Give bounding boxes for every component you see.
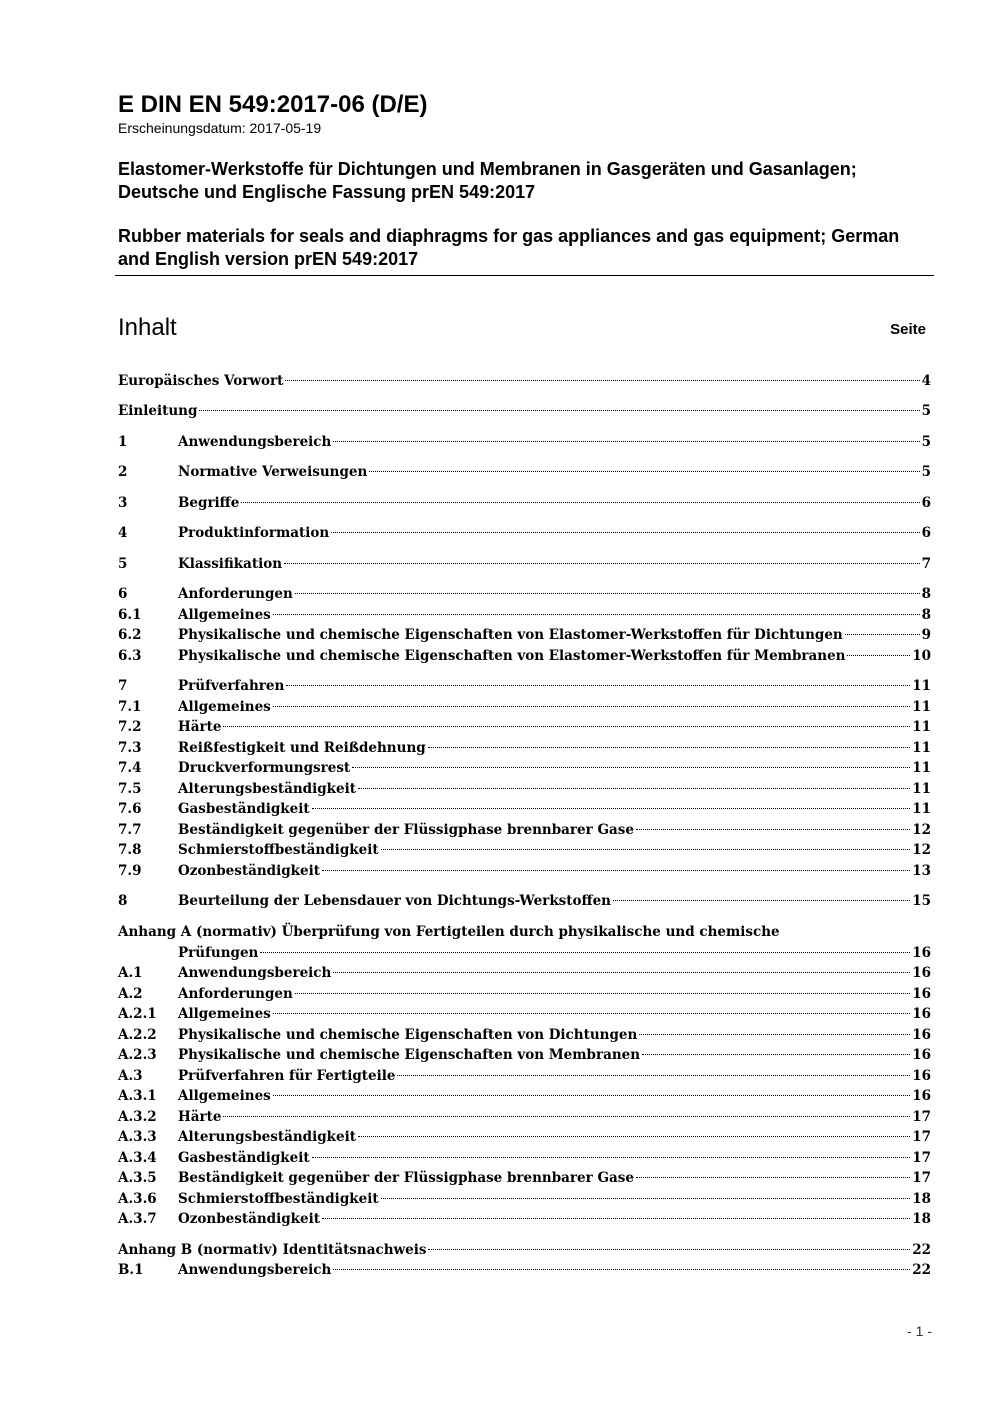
toc-entry-number: A.2.1 (118, 1006, 157, 1022)
toc-entry-page: 5 (921, 403, 931, 419)
toc-heading: Inhalt (118, 314, 177, 341)
toc-entry[interactable] (118, 401, 931, 422)
toc-entry-title: Klassifikation (178, 556, 283, 572)
toc-entry-page: 16 (912, 965, 931, 981)
toc-entry-title: Druckverformungsrest (178, 760, 351, 776)
toc-entry-title: Ozonbeständigkeit (178, 863, 320, 879)
toc-dot-leader (223, 726, 910, 727)
toc-entry-title: Schmierstoffbeständigkeit (178, 1191, 379, 1207)
toc-entry-page: 5 (921, 464, 931, 480)
toc-entry[interactable] (118, 1260, 931, 1281)
title-german: Elastomer-Werkstoffe für Dichtungen und Membranen in Gasgeräten und Gasanlagen; Deutsche und Englische Fassung prEN 549:2017 (118, 159, 857, 202)
toc-entry[interactable] (118, 1189, 931, 1210)
toc-entry-title: Härte (178, 719, 222, 735)
toc-header (118, 313, 926, 345)
toc-entry[interactable] (118, 676, 931, 697)
toc-entry-title: Anhang B (normativ) Identitätsnachweis (118, 1242, 427, 1258)
toc-entry-number: A.3.6 (118, 1191, 157, 1207)
toc-entry-title: Allgemeines (178, 607, 271, 623)
toc-dot-leader (312, 1157, 911, 1158)
toc-entry[interactable] (118, 462, 931, 483)
toc-entry-title: Physikalische und chemische Eigenschaften von Elastomer-Werkstoffen für Dichtungen (178, 627, 843, 643)
toc-entry-page: 9 (921, 627, 931, 643)
toc-entry[interactable] (118, 1148, 931, 1169)
toc-entry-title: Anforderungen (178, 986, 293, 1002)
toc-entry[interactable] (118, 625, 931, 646)
toc-entry-title: Prüfungen (178, 945, 259, 961)
toc-entry-page: 18 (912, 1211, 931, 1227)
toc-entry[interactable] (118, 799, 931, 820)
toc-entry-title: Alterungsbeständigkeit (178, 1129, 356, 1145)
toc-entry-number: 7.9 (118, 863, 142, 879)
toc-entry-title: Anforderungen (178, 586, 293, 602)
toc-dot-leader (273, 1095, 910, 1096)
toc-dot-leader (639, 1034, 910, 1035)
toc-entry-number: 6 (118, 586, 128, 602)
toc-entry-page: 16 (912, 1088, 931, 1104)
toc-dot-leader (397, 1075, 910, 1076)
toc-entry[interactable] (118, 779, 931, 800)
toc-dot-leader (260, 952, 910, 953)
toc-entry[interactable] (118, 697, 931, 718)
title-english: Rubber materials for seals and diaphragms for gas appliances and gas equipment; German and English version prEN 549:2017 (118, 226, 900, 269)
toc-entry[interactable] (118, 523, 931, 544)
toc-entry[interactable] (118, 1025, 931, 1046)
toc-entry[interactable] (118, 371, 931, 392)
toc-entry-page: 12 (912, 842, 931, 858)
toc-entry-title: Physikalische und chemische Eigenschaften von Dichtungen (178, 1027, 638, 1043)
toc-entry-title: Produktinformation (178, 525, 330, 541)
toc-dot-leader (636, 829, 910, 830)
toc-entry-page: 17 (912, 1170, 931, 1186)
toc-entry[interactable] (118, 1045, 931, 1066)
toc-dot-leader (273, 706, 910, 707)
toc-entry-number: 4 (118, 525, 128, 541)
toc-dot-leader (642, 1054, 910, 1055)
toc-entry-number: A.3.1 (118, 1088, 157, 1104)
toc-entry-page: 5 (921, 434, 931, 450)
toc-entry-title: Beständigkeit gegenüber der Flüssigphase brennbarer Gase (178, 1170, 634, 1186)
toc-entry[interactable] (118, 717, 931, 738)
toc-entry-number: 5 (118, 556, 128, 572)
toc-entry-title: Gasbeständigkeit (178, 801, 310, 817)
toc-entry-number: 7.2 (118, 719, 142, 735)
toc-entry-number: 6.3 (118, 648, 142, 664)
toc-entry-page: 11 (912, 760, 931, 776)
toc-entry-title: Reißfestigkeit und Reißdehnung (178, 740, 426, 756)
toc-entry-title: Gasbeständigkeit (178, 1150, 310, 1166)
toc-entry-title: Allgemeines (178, 1006, 271, 1022)
toc-dot-leader (381, 1198, 911, 1199)
toc-dot-leader (428, 1249, 910, 1250)
toc-entry-title: Physikalische und chemische Eigenschaften von Membranen (178, 1047, 641, 1063)
toc-entry-title: Beurteilung der Lebensdauer von Dichtungs-Werkstoffen (178, 893, 611, 909)
toc-entry-title: Einleitung (118, 403, 198, 419)
toc-entry-title: Schmierstoffbeständigkeit (178, 842, 379, 858)
toc-entry-title: Ozonbeständigkeit (178, 1211, 320, 1227)
toc-entry-page: 22 (912, 1262, 931, 1278)
toc-dot-leader (273, 1013, 910, 1014)
toc-entry-number: 7 (118, 678, 128, 694)
toc-entry-page: 15 (912, 893, 931, 909)
toc-dot-leader (847, 655, 910, 656)
header-divider (115, 275, 934, 276)
toc-dot-leader (333, 972, 910, 973)
toc-entry-page: 16 (912, 1068, 931, 1084)
toc-entry-page: 22 (912, 1242, 931, 1258)
toc-entry-number: 6.1 (118, 607, 142, 623)
toc-entry[interactable] (118, 861, 931, 882)
toc-entry-title: Allgemeines (178, 1088, 271, 1104)
toc-entry[interactable] (118, 554, 931, 575)
toc-entry-number: B.1 (118, 1262, 144, 1278)
toc-entry[interactable] (118, 820, 931, 841)
toc-entry[interactable] (118, 738, 931, 759)
toc-entry-page: 16 (912, 945, 931, 961)
toc-entry[interactable] (118, 840, 931, 861)
toc-entry-page: 4 (921, 373, 931, 389)
toc-entry-page: 6 (921, 495, 931, 511)
toc-entry-page: 18 (912, 1191, 931, 1207)
toc-dot-leader (286, 685, 910, 686)
toc-entry-title: Anwendungsbereich (178, 434, 332, 450)
toc-entry-title: Begriffe (178, 495, 240, 511)
toc-entry-page: 16 (912, 1047, 931, 1063)
toc-entry-page: 13 (912, 863, 931, 879)
document-id: E DIN EN 549:2017-06 (D/E) (118, 91, 428, 118)
toc-entry-page: 17 (912, 1129, 931, 1145)
toc-entry-number: 7.3 (118, 740, 142, 756)
toc-dot-leader (312, 808, 911, 809)
toc-entry-number: A.2 (118, 986, 143, 1002)
toc-page-label: Seite (890, 321, 926, 338)
toc-dot-leader (333, 1269, 910, 1270)
toc-entry-number: 7.8 (118, 842, 142, 858)
toc-entry-number: 7.7 (118, 822, 142, 838)
toc-entry-title: Alterungsbeständigkeit (178, 781, 356, 797)
toc-entry[interactable] (118, 1066, 931, 1087)
toc-entry[interactable] (118, 1004, 931, 1025)
toc-entry-page: 12 (912, 822, 931, 838)
toc-entry[interactable] (118, 1127, 931, 1148)
toc-entry[interactable] (118, 646, 931, 667)
toc-entry-page: 16 (912, 1006, 931, 1022)
toc-dot-leader (322, 1218, 910, 1219)
toc-entry-page: 11 (912, 699, 931, 715)
toc-entry-page: 11 (912, 740, 931, 756)
toc-entry[interactable] (118, 584, 931, 605)
toc-entry-title: Europäisches Vorwort (118, 373, 284, 389)
toc-dot-leader (322, 870, 910, 871)
toc-dot-leader (223, 1116, 910, 1117)
toc-entry-page: 17 (912, 1150, 931, 1166)
toc-entry-number: 1 (118, 434, 128, 450)
toc-entry-number: 7.5 (118, 781, 142, 797)
toc-entry-title: Physikalische und chemische Eigenschaften von Elastomer-Werkstoffen für Membranen (178, 648, 846, 664)
toc-entry-number: 2 (118, 464, 128, 480)
toc-entry-number: 3 (118, 495, 128, 511)
toc-entry[interactable] (118, 943, 931, 964)
toc-dot-leader (199, 410, 919, 411)
toc-entry[interactable] (118, 1107, 931, 1128)
toc-entry[interactable] (118, 984, 931, 1005)
toc-entry[interactable] (118, 1086, 931, 1107)
document-header (118, 90, 934, 271)
toc-entry-title: Anwendungsbereich (178, 965, 332, 981)
toc-entry-title: Beständigkeit gegenüber der Flüssigphase brennbarer Gase (178, 822, 634, 838)
toc-dot-leader (428, 747, 911, 748)
toc-entry-number: A.2.2 (118, 1027, 157, 1043)
toc-entry-title: Allgemeines (178, 699, 271, 715)
toc-entry-number: 6.2 (118, 627, 142, 643)
toc-dot-leader (358, 1136, 910, 1137)
toc-entry-number: 7.1 (118, 699, 142, 715)
toc-dot-leader (331, 532, 919, 533)
toc-dot-leader (381, 849, 911, 850)
toc-entry-title: Prüfverfahren für Fertigteile (178, 1068, 396, 1084)
toc-entry-number: A.2.3 (118, 1047, 157, 1063)
toc-entry[interactable] (118, 1209, 931, 1230)
toc-entry-page: 16 (912, 986, 931, 1002)
toc-entry-number: A.3.3 (118, 1129, 157, 1145)
toc-entry-page: 16 (912, 1027, 931, 1043)
publication-date: Erscheinungsdatum: 2017-05-19 (118, 120, 322, 136)
toc-entry-title: Normative Verweisungen (178, 464, 368, 480)
toc-entry-number: A.3.7 (118, 1211, 157, 1227)
toc-entry-title-line (118, 922, 931, 943)
toc-entry[interactable] (118, 963, 931, 984)
toc-entry[interactable] (118, 1240, 931, 1261)
toc-entry-page: 10 (912, 648, 931, 664)
toc-entry-number: A.3.2 (118, 1109, 157, 1125)
toc-entry-title: Prüfverfahren (178, 678, 285, 694)
toc-dot-leader (284, 563, 920, 564)
toc-entry-page: 17 (912, 1109, 931, 1125)
toc-entry[interactable] (118, 758, 931, 779)
toc-dot-leader (285, 380, 919, 381)
toc-entry-number: A.3.5 (118, 1170, 157, 1186)
toc-dot-leader (295, 993, 910, 994)
toc-entry-page: 11 (912, 781, 931, 797)
toc-dot-leader (352, 767, 910, 768)
toc-entry-page: 11 (912, 678, 931, 694)
toc-entry-page: 8 (921, 607, 931, 623)
toc-entry-number: A.3.4 (118, 1150, 157, 1166)
toc-dot-leader (636, 1177, 910, 1178)
page-number: - 1 - (907, 1323, 932, 1339)
toc-dot-leader (613, 900, 910, 901)
toc-entry-number: 8 (118, 893, 128, 909)
toc-entry[interactable] (118, 605, 931, 626)
toc-entry-page: 11 (912, 719, 931, 735)
toc-entry-page: 6 (921, 525, 931, 541)
toc-entry-page: 11 (912, 801, 931, 817)
toc-entry-title: Anhang A (normativ) Überprüfung von Fertigteilen durch physikalische und chemische (118, 924, 780, 940)
toc-entry-number: A.1 (118, 965, 143, 981)
toc-dot-leader (273, 614, 920, 615)
toc-entry[interactable] (118, 493, 931, 514)
toc-entry-number: 7.4 (118, 760, 142, 776)
toc-dot-leader (295, 593, 920, 594)
toc-dot-leader (241, 502, 919, 503)
toc-dot-leader (369, 471, 919, 472)
toc-entry[interactable] (118, 1168, 931, 1189)
toc-entry-title: Anwendungsbereich (178, 1262, 332, 1278)
toc-entry-page: 7 (921, 556, 931, 572)
toc-entry-page: 8 (921, 586, 931, 602)
toc-entry[interactable] (118, 432, 931, 453)
toc-entry-number: 7.6 (118, 801, 142, 817)
toc-dot-leader (358, 788, 910, 789)
toc-entry-number: A.3 (118, 1068, 143, 1084)
toc-entry[interactable] (118, 891, 931, 912)
toc-dot-leader (845, 634, 920, 635)
toc-entry-title: Härte (178, 1109, 222, 1125)
toc-dot-leader (333, 441, 919, 442)
